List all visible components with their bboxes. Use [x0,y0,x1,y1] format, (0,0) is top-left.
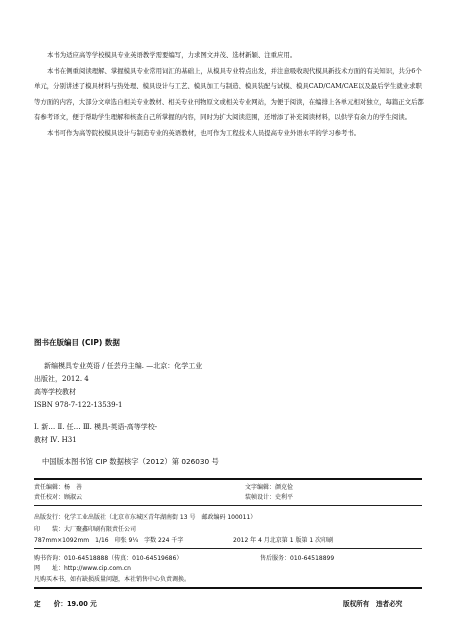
website: 网 址：http://www.cip.com.cn [34,565,131,572]
intro-paragraph-2: 本书在侧重阅读理解、掌握模具专业常用词汇的基础上，从模具专业特点出发，并注意吸收现代模具新技术方面的有关知识，共分6个单元，分别讲述了模具材料与热处理、模具设计与工艺、模具加工与制造、模具装配与试模、模具CAD/CAM/CAE以及最后学生就业求职等方面的内容，大部分文章选自相关专业教材、相关专业刊物原文或相关专业网站，为便于阅读，在编排上各单元相对独立，每篇正文后都有参考译文，便于帮助学生理解和核查自己所掌握的内容，同时为扩大阅读范围，还增添了补充阅读材料，以供学有余力的学生阅读。 [34,66,424,121]
cip-isbn: ISBN 978-7-122-13539-1 [34,401,123,409]
price: 定 价：19.00 元 [34,600,97,608]
cip-line-2: 出版社，2012. 4 [34,375,89,383]
text-editor: 文字编辑：颜克俭 [245,484,294,491]
intro-paragraph-1: 本书为适应高等学校模具专业英语教学需要编写，力求图文并茂、选材新颖、注重应用。 [47,51,297,59]
cip-title: 图书在版编目 (CIP) 数据 [34,338,120,347]
bottom-divider [34,587,422,589]
book-specs: 787mm×1092mm 1/16 印张 9¼ 字数 224 千字 [34,537,184,544]
after-sales-phone: 售后服务：010-64518899 [260,555,335,562]
cip-line-1: 新编模具专业英语 / 任芸丹主编. —北京：化学工业 [44,362,203,370]
proofreader: 责任校对：顾淑云 [34,494,83,501]
intro-section [34,48,426,141]
printer-info: 印 装：大厂聚鑫印刷有限责任公司 [34,526,137,533]
top-divider [34,478,422,480]
copyright-notice: 版权所有 违者必究 [343,600,403,608]
intro-paragraph-3: 本书可作为高等院校模具设计与制造专业的英语教材，也可作为工程技术人员提高专业外语水平的学习参考书。 [47,128,361,137]
cip-line-5: Ⅰ. 新… Ⅱ. 任… Ⅲ. 模具-英语-高等学校- [34,423,158,431]
cover-designer: 装帧设计：史利平 [245,494,294,501]
responsible-editor: 责任编辑：杨 善 [34,484,83,491]
exchange-notice: 凡购买本书，如有缺损质量问题，本社销售中心负责调换。 [34,576,191,583]
divider-2 [34,505,422,506]
publisher-info: 出版发行：化学工业出版社（北京市东城区青年湖南街 13 号 邮政编码 100011） [34,514,257,521]
cip-number: 中国版本图书馆 CIP 数据核字（2012）第 026030 号 [42,457,219,466]
divider-3 [34,548,422,549]
edition-info: 2012 年 4 月北京第 1 版第 1 次印刷 [233,537,334,544]
cip-line-3: 高等学校教材 [34,388,76,396]
cip-line-6: 教材 Ⅳ. H31 [34,436,77,444]
purchase-phone: 购书咨询：010-64518888（传真：010-64519686） [34,555,183,562]
cip-record [34,360,202,447]
